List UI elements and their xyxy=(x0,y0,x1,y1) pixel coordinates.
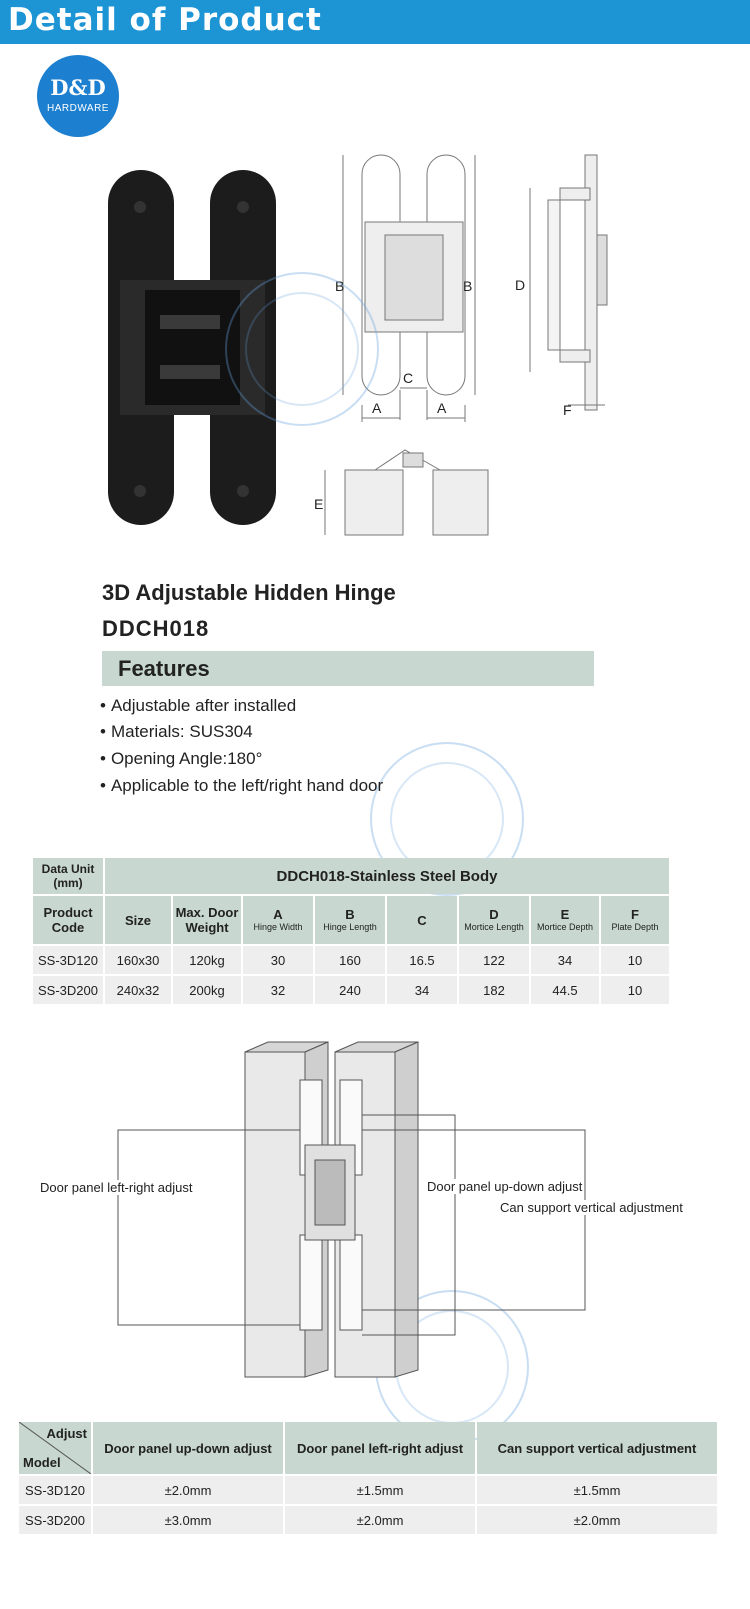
header-f: F Plate Depth xyxy=(601,896,669,944)
feature-item: • Applicable to the left/right hand door xyxy=(100,776,383,796)
header-vertical: Can support vertical adjustment xyxy=(477,1422,717,1474)
table-row: SS-3D120 ±2.0mm ±1.5mm ±1.5mm xyxy=(19,1476,717,1504)
header-b: B Hinge Length xyxy=(315,896,385,944)
body-title-cell: DDCH018-Stainless Steel Body xyxy=(105,858,669,894)
logo-sub: HARDWARE xyxy=(47,103,109,114)
header-weight: Max. Door Weight xyxy=(173,896,241,944)
screw-icon xyxy=(134,485,146,497)
header-code: Product Code xyxy=(33,896,103,944)
screw-icon xyxy=(237,201,249,213)
label-vertical: Can support vertical adjustment xyxy=(500,1200,683,1215)
screw-icon xyxy=(134,201,146,213)
dim-label-b-right: B xyxy=(463,278,473,294)
table-row: SS-3D120 160x30 120kg 30 160 16.5 122 34 10 xyxy=(33,946,669,974)
header-c: C xyxy=(387,896,457,944)
header-d: D Mortice Length xyxy=(459,896,529,944)
watermark-seal xyxy=(225,272,382,426)
top-drawing xyxy=(315,445,490,540)
label-left-right: Door panel left-right adjust xyxy=(40,1180,193,1195)
side-drawing xyxy=(520,150,615,420)
product-title: 3D Adjustable Hidden Hinge xyxy=(102,580,396,605)
header-size: Size xyxy=(105,896,171,944)
feature-item: • Opening Angle:180° xyxy=(100,749,262,769)
product-code: DDCH018 xyxy=(102,616,210,641)
dim-label-d: D xyxy=(515,277,526,293)
table-row: SS-3D200 ±3.0mm ±2.0mm ±2.0mm xyxy=(19,1506,717,1534)
dim-label-f: F xyxy=(563,402,572,418)
header-e: E Mortice Depth xyxy=(531,896,599,944)
logo-name: D&D xyxy=(50,75,106,100)
label-up-down: Door panel up-down adjust xyxy=(427,1179,583,1194)
brand-logo xyxy=(37,55,119,137)
feature-item: • Adjustable after installed xyxy=(100,696,296,716)
spec-table xyxy=(31,856,671,1006)
feature-item: • Materials: SUS304 xyxy=(100,722,253,742)
header-left-right: Door panel left-right adjust xyxy=(285,1422,475,1474)
dim-label-a-left: A xyxy=(372,400,382,416)
dim-label-a-right: A xyxy=(437,400,447,416)
features-title: Features xyxy=(118,656,210,681)
adjust-table xyxy=(17,1420,719,1536)
header-a: A Hinge Width xyxy=(243,896,313,944)
adjust-model-cell: Adjust Model xyxy=(19,1422,91,1474)
header-up-down: Door panel up-down adjust xyxy=(93,1422,283,1474)
dim-label-b-left: B xyxy=(335,278,345,294)
unit-label-cell: Data Unit (mm) xyxy=(33,858,103,894)
dim-label-c: C xyxy=(403,370,414,386)
table-row: SS-3D200 240x32 200kg 32 240 34 182 44.5 10 xyxy=(33,976,669,1004)
screw-icon xyxy=(237,485,249,497)
page-title: Detail of Product xyxy=(8,2,322,38)
dim-label-e: E xyxy=(314,496,324,512)
